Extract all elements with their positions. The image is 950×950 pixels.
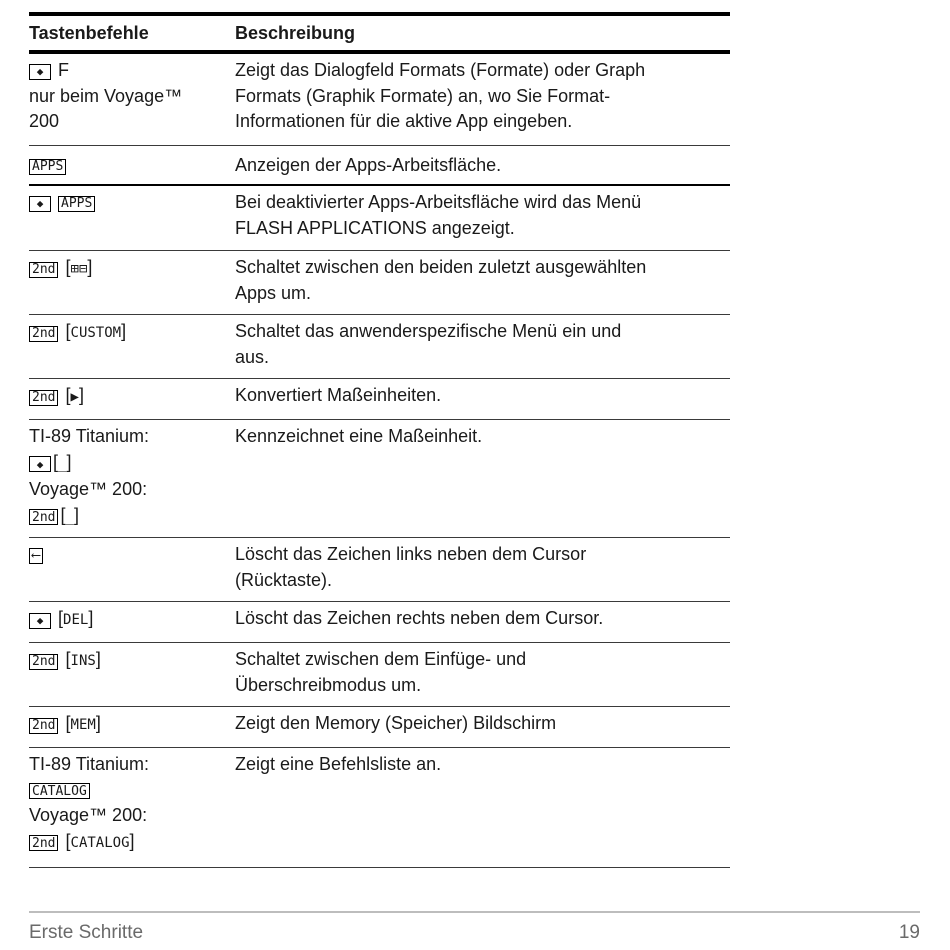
key-cell: [29, 190, 235, 250]
second-key-icon: 2nd: [29, 390, 58, 406]
description-cell: [235, 190, 730, 250]
table-row: [29, 707, 730, 748]
key-note: Voyage™ 200:: [29, 479, 148, 499]
key-cell: [29, 752, 235, 867]
description-line: FLASH APPLICATIONS angezeigt.: [235, 217, 515, 238]
diamond-key-icon: ◆: [29, 64, 51, 80]
table-row: [29, 748, 730, 868]
second-key-icon: 2nd: [29, 835, 58, 851]
switch-apps-icon: [ ⊞⊟ ]: [66, 255, 93, 283]
key-cell: [29, 383, 235, 419]
convert-arrow-icon: [ ▶ ]: [66, 383, 84, 411]
key-cell: [29, 319, 235, 378]
description-line: Schaltet zwischen den beiden zuletzt ausgewählten: [235, 257, 647, 277]
key-cell: [29, 711, 235, 747]
description-cell: [235, 153, 730, 184]
footer-divider: [29, 911, 920, 913]
description-line: Zeigt das Dialogfeld Formats (Formate) oder Graph: [235, 60, 646, 80]
description-cell: [235, 752, 730, 867]
description-cell: [235, 606, 730, 642]
description-cell: [235, 383, 730, 419]
apps-key-icon: APPS: [58, 196, 95, 212]
description-line: Bei deaktivierter Apps-Arbeitsfläche wird das Menü: [235, 192, 642, 212]
mem-key-label: [ MEM ]: [66, 711, 101, 739]
description-line: Kennzeichnet eine Maßeinheit.: [235, 426, 483, 446]
table-row: [29, 315, 730, 379]
key-cell: [29, 542, 235, 601]
key-cell: [29, 647, 235, 706]
description-line: aus.: [235, 346, 270, 367]
description-line: Formats (Graphik Formate) an, wo Sie Format-: [235, 85, 611, 106]
catalog-key-label: [ CATALOG ]: [66, 829, 135, 857]
description-line: Zeigt den Memory (Speicher) Bildschirm: [235, 713, 557, 733]
diamond-key-icon: ◆: [29, 196, 51, 212]
diamond-key-icon: ◆: [29, 613, 51, 629]
second-key-icon: 2nd: [29, 718, 58, 734]
description-cell: [235, 647, 730, 706]
second-key-icon: 2nd: [29, 262, 58, 278]
description-cell: [235, 711, 730, 747]
underscore-key-label: [ _ ]: [53, 450, 71, 478]
footer-section-title: Erste Schritte: [29, 922, 144, 943]
table-row: [29, 602, 730, 643]
table-row: [29, 186, 730, 251]
second-key-icon: 2nd: [29, 326, 58, 342]
diamond-key-icon: ◆: [29, 456, 51, 472]
description-line: Schaltet zwischen dem Einfüge- und: [235, 649, 527, 669]
description-line: Konvertiert Maßeinheiten.: [235, 385, 442, 405]
description-line: Löscht das Zeichen rechts neben dem Cursor.: [235, 608, 604, 628]
key-cell: [29, 606, 235, 642]
key-cell: [29, 255, 235, 314]
custom-key-label: [ CUSTOM ]: [66, 319, 127, 347]
key-cell: [29, 424, 235, 537]
column-header-description: Beschreibung: [235, 22, 356, 43]
column-header-keys: Tastenbefehle: [29, 22, 149, 43]
key-cell: [29, 153, 235, 184]
description-cell: [235, 58, 730, 145]
table-row: [29, 251, 730, 315]
second-key-icon: 2nd: [29, 654, 58, 670]
description-line: Apps um.: [235, 282, 312, 303]
page-number: 19: [898, 922, 920, 943]
backspace-key-icon: ⟵: [29, 548, 43, 564]
description-line: Löscht das Zeichen links neben dem Cursor: [235, 544, 587, 564]
catalog-key-icon: CATALOG: [29, 783, 90, 799]
description-line: Informationen für die aktive App eingeben.: [235, 111, 573, 131]
ins-key-label: [ INS ]: [66, 647, 101, 675]
description-line: Überschreibmodus um.: [235, 674, 422, 695]
description-cell: [235, 319, 730, 378]
del-key-label: [ DEL ]: [58, 606, 93, 634]
description-line: (Rücktaste).: [235, 569, 333, 590]
table-row: [29, 146, 730, 186]
table-row: [29, 420, 730, 538]
table-row: [29, 643, 730, 707]
key-note: TI-89 Titanium:: [29, 754, 150, 774]
underscore-key-label: [ _ ]: [60, 503, 78, 531]
table-row: [29, 379, 730, 420]
key-note: nur beim Voyage™: [29, 85, 183, 106]
second-key-icon: 2nd: [29, 509, 58, 525]
key-note: 200: [29, 111, 60, 131]
description-cell: [235, 255, 730, 314]
apps-key-icon: APPS: [29, 159, 66, 175]
key-cell: [29, 58, 235, 145]
description-cell: [235, 542, 730, 601]
description-cell: [235, 424, 730, 537]
description-line: Anzeigen der Apps-Arbeitsfläche.: [235, 155, 502, 175]
table-row: [29, 538, 730, 602]
description-line: Zeigt eine Befehlsliste an.: [235, 754, 442, 774]
table-header: [29, 12, 730, 54]
table-row: [29, 54, 730, 146]
description-line: Schaltet das anwenderspezifische Menü ein und: [235, 321, 622, 341]
key-command-table: [29, 12, 730, 868]
key-note: Voyage™ 200:: [29, 805, 148, 825]
key-label: F: [58, 60, 70, 80]
key-note: TI-89 Titanium:: [29, 426, 150, 446]
